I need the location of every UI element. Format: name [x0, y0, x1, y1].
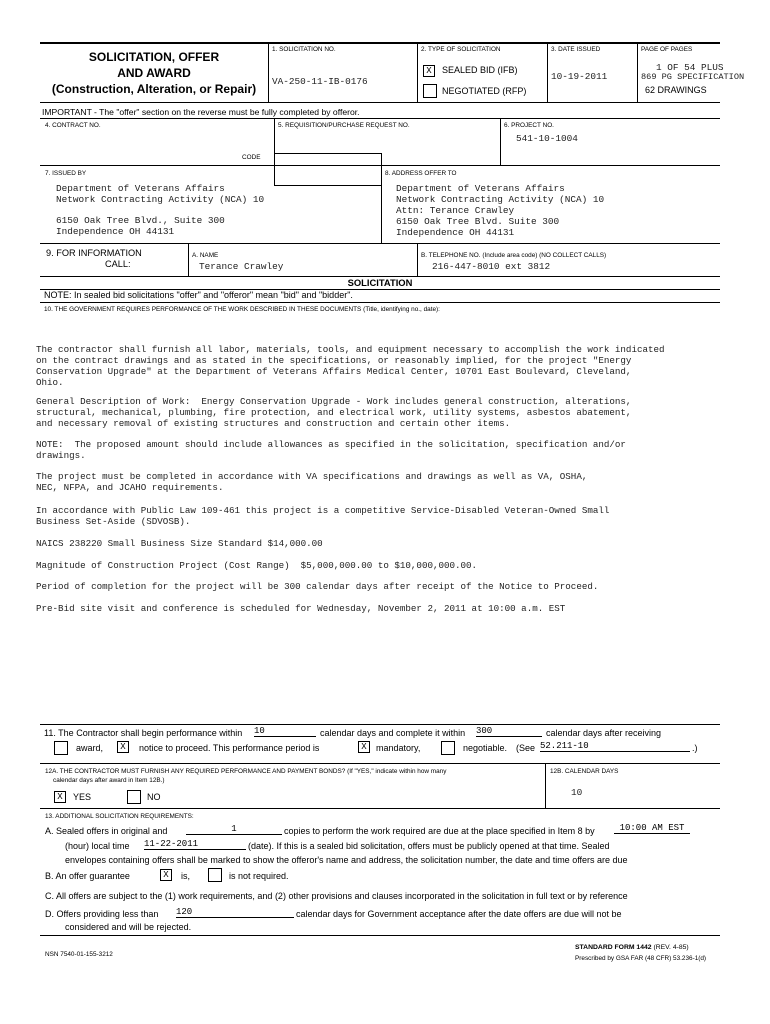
acceptance-days-field[interactable]: 120 [176, 907, 294, 918]
date-issued-value[interactable]: 10-19-2011 [551, 71, 608, 82]
item11-text-a: 11. The Contractor shall begin performance within [44, 728, 243, 738]
award-checkbox[interactable] [54, 741, 68, 755]
ntp-label: notice to proceed. This performance period is [139, 743, 320, 753]
mandatory-label: mandatory, [376, 743, 421, 753]
address-offer-line5: Independence OH 44131 [396, 227, 515, 238]
item13a-text-4: (date). If this is a sealed bid solicitation, offers must be publicly opened at that time. Sealed [248, 841, 610, 851]
solicitation-no-value[interactable]: VA-250-11-IB-0176 [272, 76, 368, 87]
negotiated-checkbox[interactable] [423, 84, 437, 98]
item11-text-c: calendar days after receiving [546, 728, 662, 738]
bonds-label: 12A. THE CONTRACTOR MUST FURNISH ANY REQUIRED PERFORMANCE AND PAYMENT BONDS? (If "YES," indicate within how many [45, 768, 447, 775]
mandatory-checkbox[interactable]: X [358, 741, 370, 753]
project-no-label: 6. PROJECT NO. [504, 122, 554, 129]
negotiable-checkbox[interactable] [441, 741, 455, 755]
item13a-text-5: envelopes containing offers shall be marked to show the offeror's name and address, the solicitation number, the date and time offers are due [65, 855, 628, 865]
additional-requirements-label: 13. ADDITIONAL SOLICITATION REQUIREMENTS: [45, 813, 194, 820]
description-paragraph: The project must be completed in accordance with VA specifications and drawings as well as VA, OSHA, NEC, NFPA, and JCAHO requirements. [36, 471, 588, 493]
sealed-bid-label: SEALED BID (IFB) [442, 65, 518, 75]
item13b-isnot: is not required. [229, 871, 289, 881]
description-paragraph: Period of completion for the project will be 300 calendar days after receipt of the Notice to Proceed. [36, 581, 599, 592]
date-issued-label: 3. DATE ISSUED [551, 46, 601, 53]
description-paragraph: Magnitude of Construction Project (Cost Range) $5,000,000.00 to $10,000,000.00. [36, 560, 478, 571]
negotiated-label: NEGOTIATED (RFP) [442, 86, 527, 96]
contact-name-value: Terance Crawley [199, 261, 284, 272]
bonds-label-2: calendar days after award in Item 12B.) [53, 777, 165, 784]
description-paragraph: In accordance with Public Law 109-461 this project is a competitive Service-Disabled Veteran-Owned Small Business Set-Aside (SDVOSB). [36, 505, 610, 527]
page-of-pages-label: PAGE OF PAGES [641, 46, 693, 53]
work-description-label: 10. THE GOVERNMENT REQUIRES PERFORMANCE OF THE WORK DESCRIBED IN THESE DOCUMENTS (Title, identifying no., date): [44, 306, 440, 313]
item13a-text-1: A. Sealed offers in original and [45, 826, 168, 836]
info-call-label-2: CALL: [105, 259, 131, 269]
standard-form-label [575, 944, 689, 951]
info-call-label: 9. FOR INFORMATION [46, 248, 142, 258]
solicitation-no-label: 1. SOLICITATION NO. [272, 46, 336, 53]
calendar-days-value[interactable]: 10 [571, 787, 583, 798]
description-paragraph: Pre-Bid site visit and conference is scheduled for Wednesday, November 2, 2011 at 10:00 a.m. EST [36, 603, 566, 614]
contract-no-label: 4. CONTRACT NO. [45, 122, 101, 129]
page-count-line1: 1 OF 54 PLUS [656, 62, 724, 73]
standard-form-name: STANDARD FORM 1442 [575, 944, 652, 951]
item13a-text-3: (hour) local time [65, 841, 130, 851]
solicitation-heading: SOLICITATION [347, 277, 413, 288]
see-close: .) [692, 743, 698, 753]
standard-form-revision: (REV. 4-85) [653, 944, 689, 951]
address-offer-line2: Network Contracting Activity (NCA) 10 [396, 194, 605, 205]
ntp-checkbox[interactable]: X [117, 741, 129, 753]
project-no-value[interactable]: 541-10-1004 [516, 133, 578, 144]
due-date-field[interactable]: 11-22-2011 [144, 839, 246, 850]
see-label: (See [516, 743, 536, 753]
item13d-text-3: considered and will be rejected. [65, 922, 192, 932]
item13b-text-1: B. An offer guarantee [45, 871, 130, 881]
complete-days-field[interactable]: 300 [476, 726, 542, 737]
due-time-field[interactable]: 10:00 AM EST [614, 823, 690, 834]
bonds-no-label: NO [147, 792, 161, 802]
description-paragraph: NOTE: The proposed amount should include allowances as specified in the solicitation, specification and/or drawings. [36, 439, 626, 461]
copies-field[interactable]: 1 [186, 824, 282, 835]
issued-by-line3: 6150 Oak Tree Blvd., Suite 300 [56, 215, 225, 226]
address-offer-label: 8. ADDRESS OFFER TO [385, 170, 457, 177]
item13b-is: is, [181, 871, 190, 881]
form-title-line2: AND AWARD [117, 66, 191, 80]
see-clause-field[interactable]: 52.211-10 [540, 741, 690, 752]
issued-by-line2: Network Contracting Activity (NCA) 10 [56, 194, 265, 205]
contact-name-label: A. NAME [192, 252, 219, 259]
guarantee-isnot-checkbox[interactable] [208, 868, 222, 882]
address-offer-line3: Attn: Terance Crawley [396, 205, 515, 216]
item13c-text: C. All offers are subject to the (1) work requirements, and (2) other provisions and clauses incorporated in the solicitation in full text or by reference [45, 891, 628, 901]
bonds-yes-checkbox[interactable]: X [54, 791, 66, 803]
address-offer-line4: 6150 Oak Tree Blvd. Suite 300 [396, 216, 560, 227]
prescribed-by: Prescribed by GSA FAR (48 CFR) 53.236-1(d) [575, 955, 707, 962]
issued-by-label: 7. ISSUED BY [45, 170, 87, 177]
issued-by-line4: Independence OH 44131 [56, 226, 175, 237]
address-offer-line1: Department of Veterans Affairs [396, 183, 565, 194]
description-paragraph: The contractor shall furnish all labor, materials, tools, and equipment necessary to accomplish the work indicated on the contract drawings and as stated in the specifications, or reasonably implied, for the project "Energy Conservation Upgrade" at the Department of Veterans Affairs Medical Center, 10701 East Boulevard, Cleveland, Ohio. [36, 344, 665, 388]
page-count-line3: 62 DRAWINGS [645, 85, 707, 95]
negotiable-label: negotiable. [463, 743, 508, 753]
calendar-days-label: 12B. CALENDAR DAYS [550, 768, 619, 775]
form-title-line1: SOLICITATION, OFFER [88, 50, 220, 64]
item11-text-b: calendar days and complete it within [320, 728, 466, 738]
nsn-number: NSN 7540-01-155-3212 [45, 951, 113, 958]
important-note: IMPORTANT - The "offer" section on the reverse must be fully completed by offeror. [42, 107, 360, 117]
form-title-line3: (Construction, Alteration, or Repair) [51, 82, 257, 96]
page-count-line2: 869 PG SPECIFICATION [641, 72, 745, 82]
item13d-text-2: calendar days for Government acceptance after the date offers are due will not be [296, 909, 622, 919]
bonds-no-checkbox[interactable] [127, 790, 141, 804]
sealed-bid-note: NOTE: In sealed bid solicitations "offer" and "offeror" mean "bid" and "bidder". [44, 290, 353, 300]
item13a-text-2: copies to perform the work required are due at the place specified in Item 8 by [284, 826, 595, 836]
requisition-no-label: 5. REQUISITION/PURCHASE REQUEST NO. [278, 122, 410, 129]
guarantee-is-checkbox[interactable]: X [160, 869, 172, 881]
telephone-label: B. TELEPHONE NO. (Include area code) (NO COLLECT CALLS) [421, 252, 607, 259]
code-label: CODE [242, 154, 261, 161]
begin-days-field[interactable]: 10 [254, 726, 316, 737]
award-label: award, [76, 743, 104, 753]
sealed-bid-checkbox[interactable]: X [423, 65, 435, 77]
issued-by-line1: Department of Veterans Affairs [56, 183, 225, 194]
solicitation-type-label: 2. TYPE OF SOLICITATION [421, 46, 501, 53]
bonds-yes-label: YES [73, 792, 92, 802]
item13d-text-1: D. Offers providing less than [45, 909, 159, 919]
description-paragraph: NAICS 238220 Small Business Size Standard $14,000.00 [36, 538, 323, 549]
description-paragraph: General Description of Work: Energy Conservation Upgrade - Work includes general construction, alterations, structural, mechanical, plumbing, fire protection, and electrical work, utility systems, asbestos abatement, and necessary removal of existing structures and construction and certain other items. [36, 396, 632, 429]
telephone-value[interactable]: 216-447-8010 ext 3812 [432, 261, 551, 272]
